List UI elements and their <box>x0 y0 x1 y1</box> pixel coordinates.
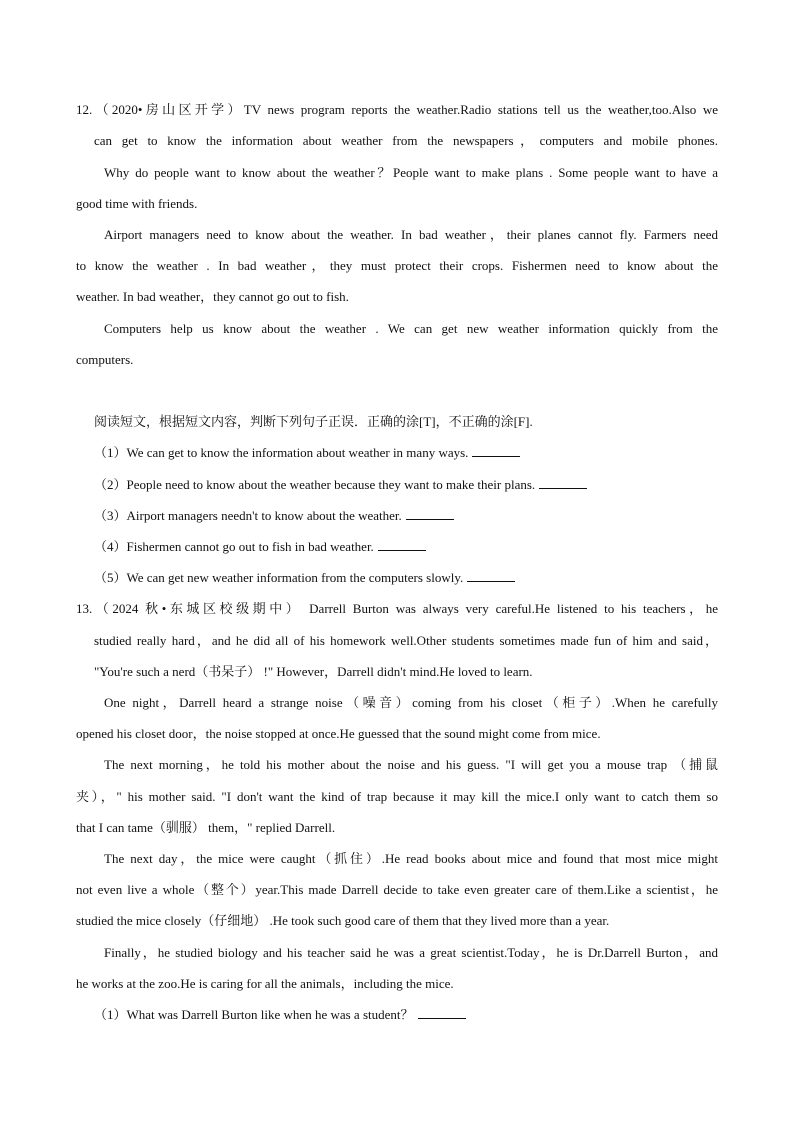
q12-line-6: to know the weather . In bad weather，they must protect their crops. Fishermen need to know about the <box>76 258 718 273</box>
q13-question-1-text: （1）What was Darrell Burton like when he was a student？ <box>94 1007 414 1022</box>
q13-line-1: 13.（2024 秋•东城区校级期中） Darrell Burton was always very careful.He listened to his teachers，he <box>76 601 718 616</box>
q12-line-4: good time with friends. <box>76 196 198 211</box>
q13-line-4: One night，Darrell heard a strange noise（噪音）coming from his closet（柜子）.When he carefully <box>104 695 718 710</box>
q12-line-9: computers. <box>76 352 134 367</box>
q12-item-5-text: （5）We can get new weather information from the computers slowly. <box>94 570 464 585</box>
q13-line-9: The next day，the mice were caught（抓住）.He read books about mice and found that most mice might <box>104 851 718 866</box>
q12-instruction: 阅读短文，根据短文内容，判断下列句子正误．正确的涂[T]，不正确的涂[F]. <box>94 414 533 429</box>
answer-blank[interactable] <box>406 507 454 520</box>
q13-line-6: The next morning，he told his mother about the noise and his guess. "I will get you a mouse trap （捕鼠 <box>104 757 718 772</box>
q13-line-2: studied really hard，and he did all of his homework well.Other students sometimes made fun of him and said， <box>94 633 718 648</box>
q13-line-5: opened his closet door，the noise stopped at once.He guessed that the sound might come from mice. <box>76 726 601 741</box>
q12-line-1: 12.（2020•房山区开学）TV news program reports the weather.Radio stations tell us the weather,too.Also we <box>76 102 718 117</box>
q13-line-8: that I can tame（驯服） them，" replied Darrell. <box>76 820 336 835</box>
q12-item-1-text: （1）We can get to know the information about weather in many ways. <box>94 445 469 460</box>
answer-blank[interactable] <box>467 569 515 582</box>
q13-question-1 <box>94 1006 718 1024</box>
q12-item-4-text: （4）Fishermen cannot go out to fish in bad weather. <box>94 539 374 554</box>
q13-line-7: 夹），" his mother said. "I don't want the kind of trap because it may kill the mice.I only want to catch them so <box>76 789 718 804</box>
q12-item-3-text: （3）Airport managers needn't to know about the weather. <box>94 508 402 523</box>
q12-line-3: Why do people want to know about the weather？People want to make plans . Some people want to have a <box>104 165 718 180</box>
answer-blank[interactable] <box>472 444 520 457</box>
q12-item-2-text: （2）People need to know about the weather because they want to make their plans. <box>94 477 536 492</box>
q13-line-11: studied the mice closely（仔细地） .He took such good care of them that they lived more than a year. <box>76 913 610 928</box>
q13-line-12: Finally，he studied biology and his teacher said he was a great scientist.Today，he is Dr.Darrell Burton，and <box>104 945 718 960</box>
q12-line-8: Computers help us know about the weather . We can get new weather information quickly from the <box>104 321 718 336</box>
q12-line-5: Airport managers need to know about the weather. In bad weather，their planes cannot fly. Farmers need <box>104 227 718 242</box>
q13-line-3: "You're such a nerd（书呆子） !" However，Darrell didn't mind.He loved to learn. <box>94 664 533 679</box>
q12-item-4 <box>94 538 718 556</box>
q12-item-1 <box>94 444 718 462</box>
answer-blank[interactable] <box>418 1006 466 1019</box>
answer-blank[interactable] <box>378 538 426 551</box>
q12-item-3 <box>94 507 718 525</box>
q12-item-5 <box>94 569 718 587</box>
q13-line-13: he works at the zoo.He is caring for all the animals，including the mice. <box>76 976 454 991</box>
q12-item-2 <box>94 476 718 494</box>
answer-blank[interactable] <box>539 476 587 489</box>
q12-line-2: can get to know the information about weather from the newspapers，computers and mobile phones. <box>94 133 718 148</box>
q13-line-10: not even live a whole（整个）year.This made Darrell decide to take even greater care of them.Like a scientist，he <box>76 882 718 897</box>
q12-line-7: weather. In bad weather，they cannot go out to fish. <box>76 289 349 304</box>
